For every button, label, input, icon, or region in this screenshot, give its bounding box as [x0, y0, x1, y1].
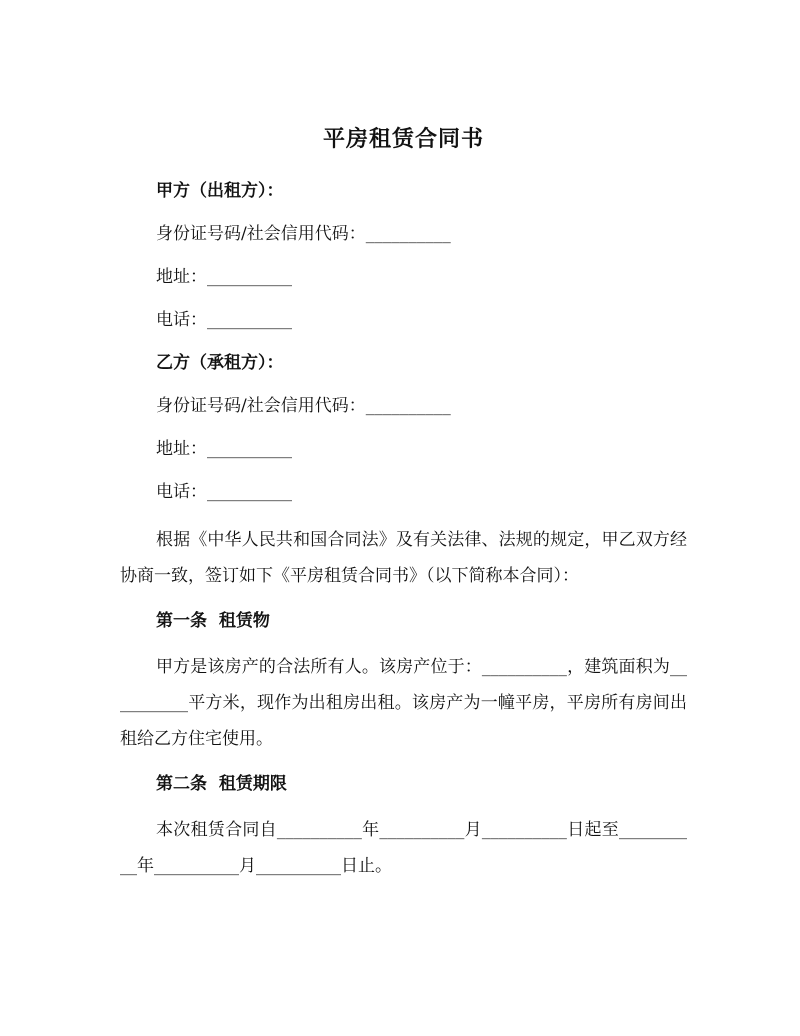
party-b-address-line: 地址：__________: [156, 439, 292, 459]
party-b-heading: 乙方（承租方）：: [156, 353, 284, 373]
article-1-text: 甲方是该房产的合法所有人。该房产位于：__________，建筑面积为__________平方米，现作为出租房出租。该房产为一幢平房，平房所有房间出租给乙方住宅使用。: [120, 657, 687, 749]
document-title: 平房租赁合同书: [322, 126, 484, 152]
article-2-text: 本次租赁合同自__________年__________月__________日起至__________年__________月__________日止。: [120, 820, 687, 876]
party-b-phone-line: 电话：__________: [156, 482, 292, 502]
party-a-id-line: 身份证号码/社会信用代码：__________: [156, 224, 451, 244]
article-1-heading: 第一条 租赁物: [156, 611, 270, 631]
article-2-heading: 第二条 租赁期限: [156, 774, 287, 794]
party-b-id-line: 身份证号码/社会信用代码：__________: [156, 396, 451, 416]
party-a-phone-line: 电话：__________: [156, 310, 292, 330]
preamble-paragraph: 根据《中华人民共和国合同法》及有关法律、法规的规定，甲乙双方经协商一致，签订如下《平房租赁合同书》（以下简称本合同）：: [120, 530, 687, 586]
party-a-heading: 甲方（出租方）：: [156, 181, 284, 201]
party-a-address-line: 地址：__________: [156, 267, 292, 287]
